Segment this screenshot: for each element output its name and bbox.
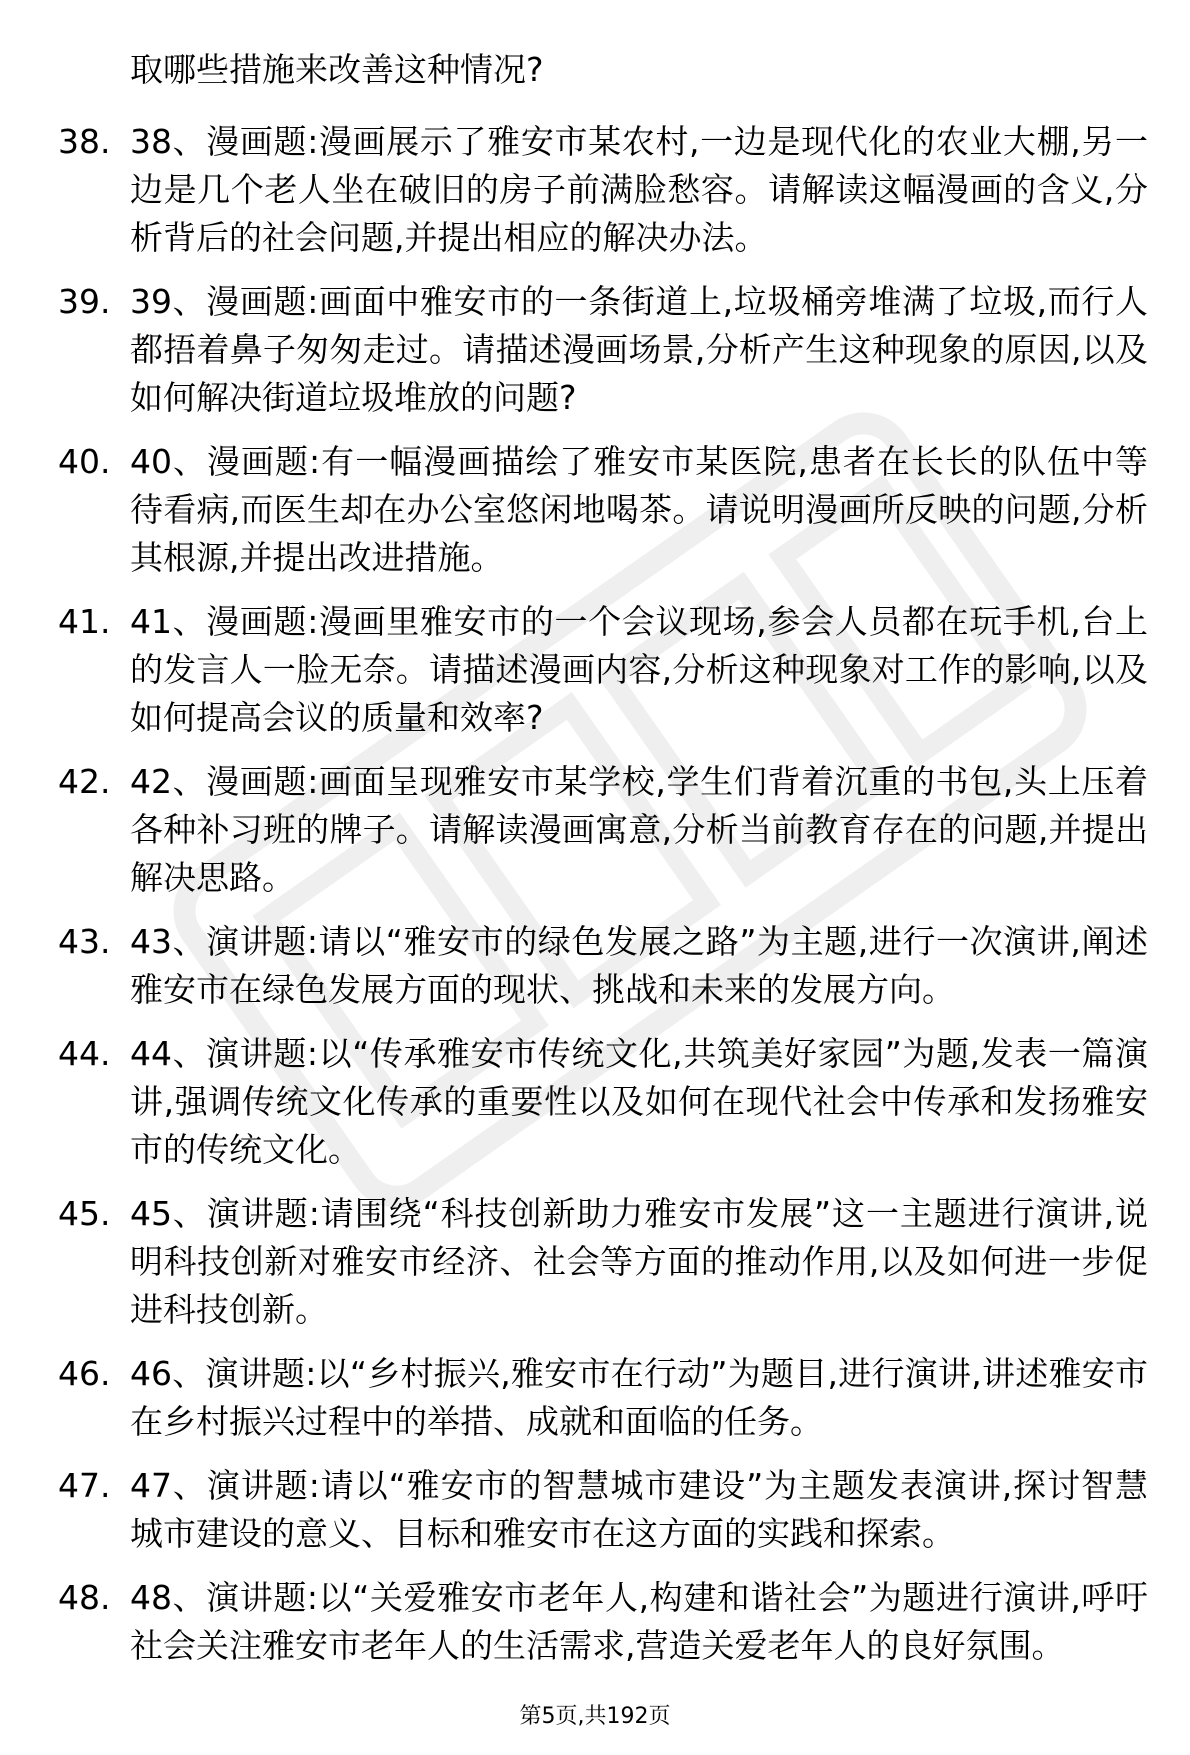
item-number: 39. [58, 282, 111, 321]
item-number: 40. [58, 442, 111, 481]
list-item [58, 1030, 1148, 1174]
list-item [58, 438, 1148, 582]
item-number: 38. [58, 122, 111, 161]
item-text: 42、漫画题:画面呈现雅安市某学校,学生们背着沉重的书包,头上压着各种补习班的牌子。请解读漫画寓意,分析当前教育存在的问题,并提出解决思路。 [130, 762, 1148, 897]
item-number: 41. [58, 602, 111, 641]
item-number: 48. [58, 1578, 111, 1617]
item-text: 38、漫画题:漫画展示了雅安市某农村,一边是现代化的农业大棚,另一边是几个老人坐在破旧的房子前满脸愁容。请解读这幅漫画的含义,分析背后的社会问题,并提出相应的解决办法。 [130, 122, 1148, 257]
item-text: 47、演讲题:请以“雅安市的智慧城市建设”为主题发表演讲,探讨智慧城市建设的意义、目标和雅安市在这方面的实践和探索。 [130, 1466, 1148, 1553]
item-number: 45. [58, 1194, 111, 1233]
list-item [58, 1462, 1148, 1558]
item-text: 39、漫画题:画面中雅安市的一条街道上,垃圾桶旁堆满了垃圾,而行人都捂着鼻子匆匆走过。请描述漫画场景,分析产生这种现象的原因,以及如何解决街道垃圾堆放的问题? [130, 282, 1148, 417]
list-item [58, 1190, 1148, 1334]
item-number: 43. [58, 922, 111, 961]
item-number: 46. [58, 1354, 111, 1393]
item-number: 47. [58, 1466, 111, 1505]
item-text: 40、漫画题:有一幅漫画描绘了雅安市某医院,患者在长长的队伍中等待看病,而医生却在办公室悠闲地喝茶。请说明漫画所反映的问题,分析其根源,并提出改进措施。 [130, 442, 1148, 577]
item-text: 43、演讲题:请以“雅安市的绿色发展之路”为主题,进行一次演讲,阐述雅安市在绿色发展方面的现状、挑战和未来的发展方向。 [130, 922, 1148, 1009]
item-text: 45、演讲题:请围绕“科技创新助力雅安市发展”这一主题进行演讲,说明科技创新对雅安市经济、社会等方面的推动作用,以及如何进一步促进科技创新。 [130, 1194, 1148, 1329]
item-number: 42. [58, 762, 111, 801]
list-item [58, 758, 1148, 902]
item-number: 44. [58, 1034, 111, 1073]
list-item [58, 1350, 1148, 1446]
item-text: 48、演讲题:以“关爱雅安市老年人,构建和谐社会”为题进行演讲,呼吁社会关注雅安市老年人的生活需求,营造关爱老年人的良好氛围。 [130, 1578, 1148, 1665]
list-item [58, 278, 1148, 422]
page-number-footer: 第5页,共192页 [519, 1704, 671, 1729]
item-text: 46、演讲题:以“乡村振兴,雅安市在行动”为题目,进行演讲,讲述雅安市在乡村振兴过程中的举措、成就和面临的任务。 [130, 1354, 1148, 1441]
item-text: 44、演讲题:以“传承雅安市传统文化,共筑美好家园”为题,发表一篇演讲,强调传统文化传承的重要性以及如何在现代社会中传承和发扬雅安市的传统文化。 [130, 1034, 1148, 1169]
list-item [58, 598, 1148, 742]
list-item [58, 918, 1148, 1014]
list-item [58, 118, 1148, 262]
list-item [58, 1574, 1148, 1670]
continued-question-text: 取哪些措施来改善这种情况? [130, 50, 544, 89]
item-text: 41、漫画题:漫画里雅安市的一个会议现场,参会人员都在玩手机,台上的发言人一脸无奈。请描述漫画内容,分析这种现象对工作的影响,以及如何提高会议的质量和效率? [130, 602, 1148, 737]
question-list [58, 46, 1148, 1686]
